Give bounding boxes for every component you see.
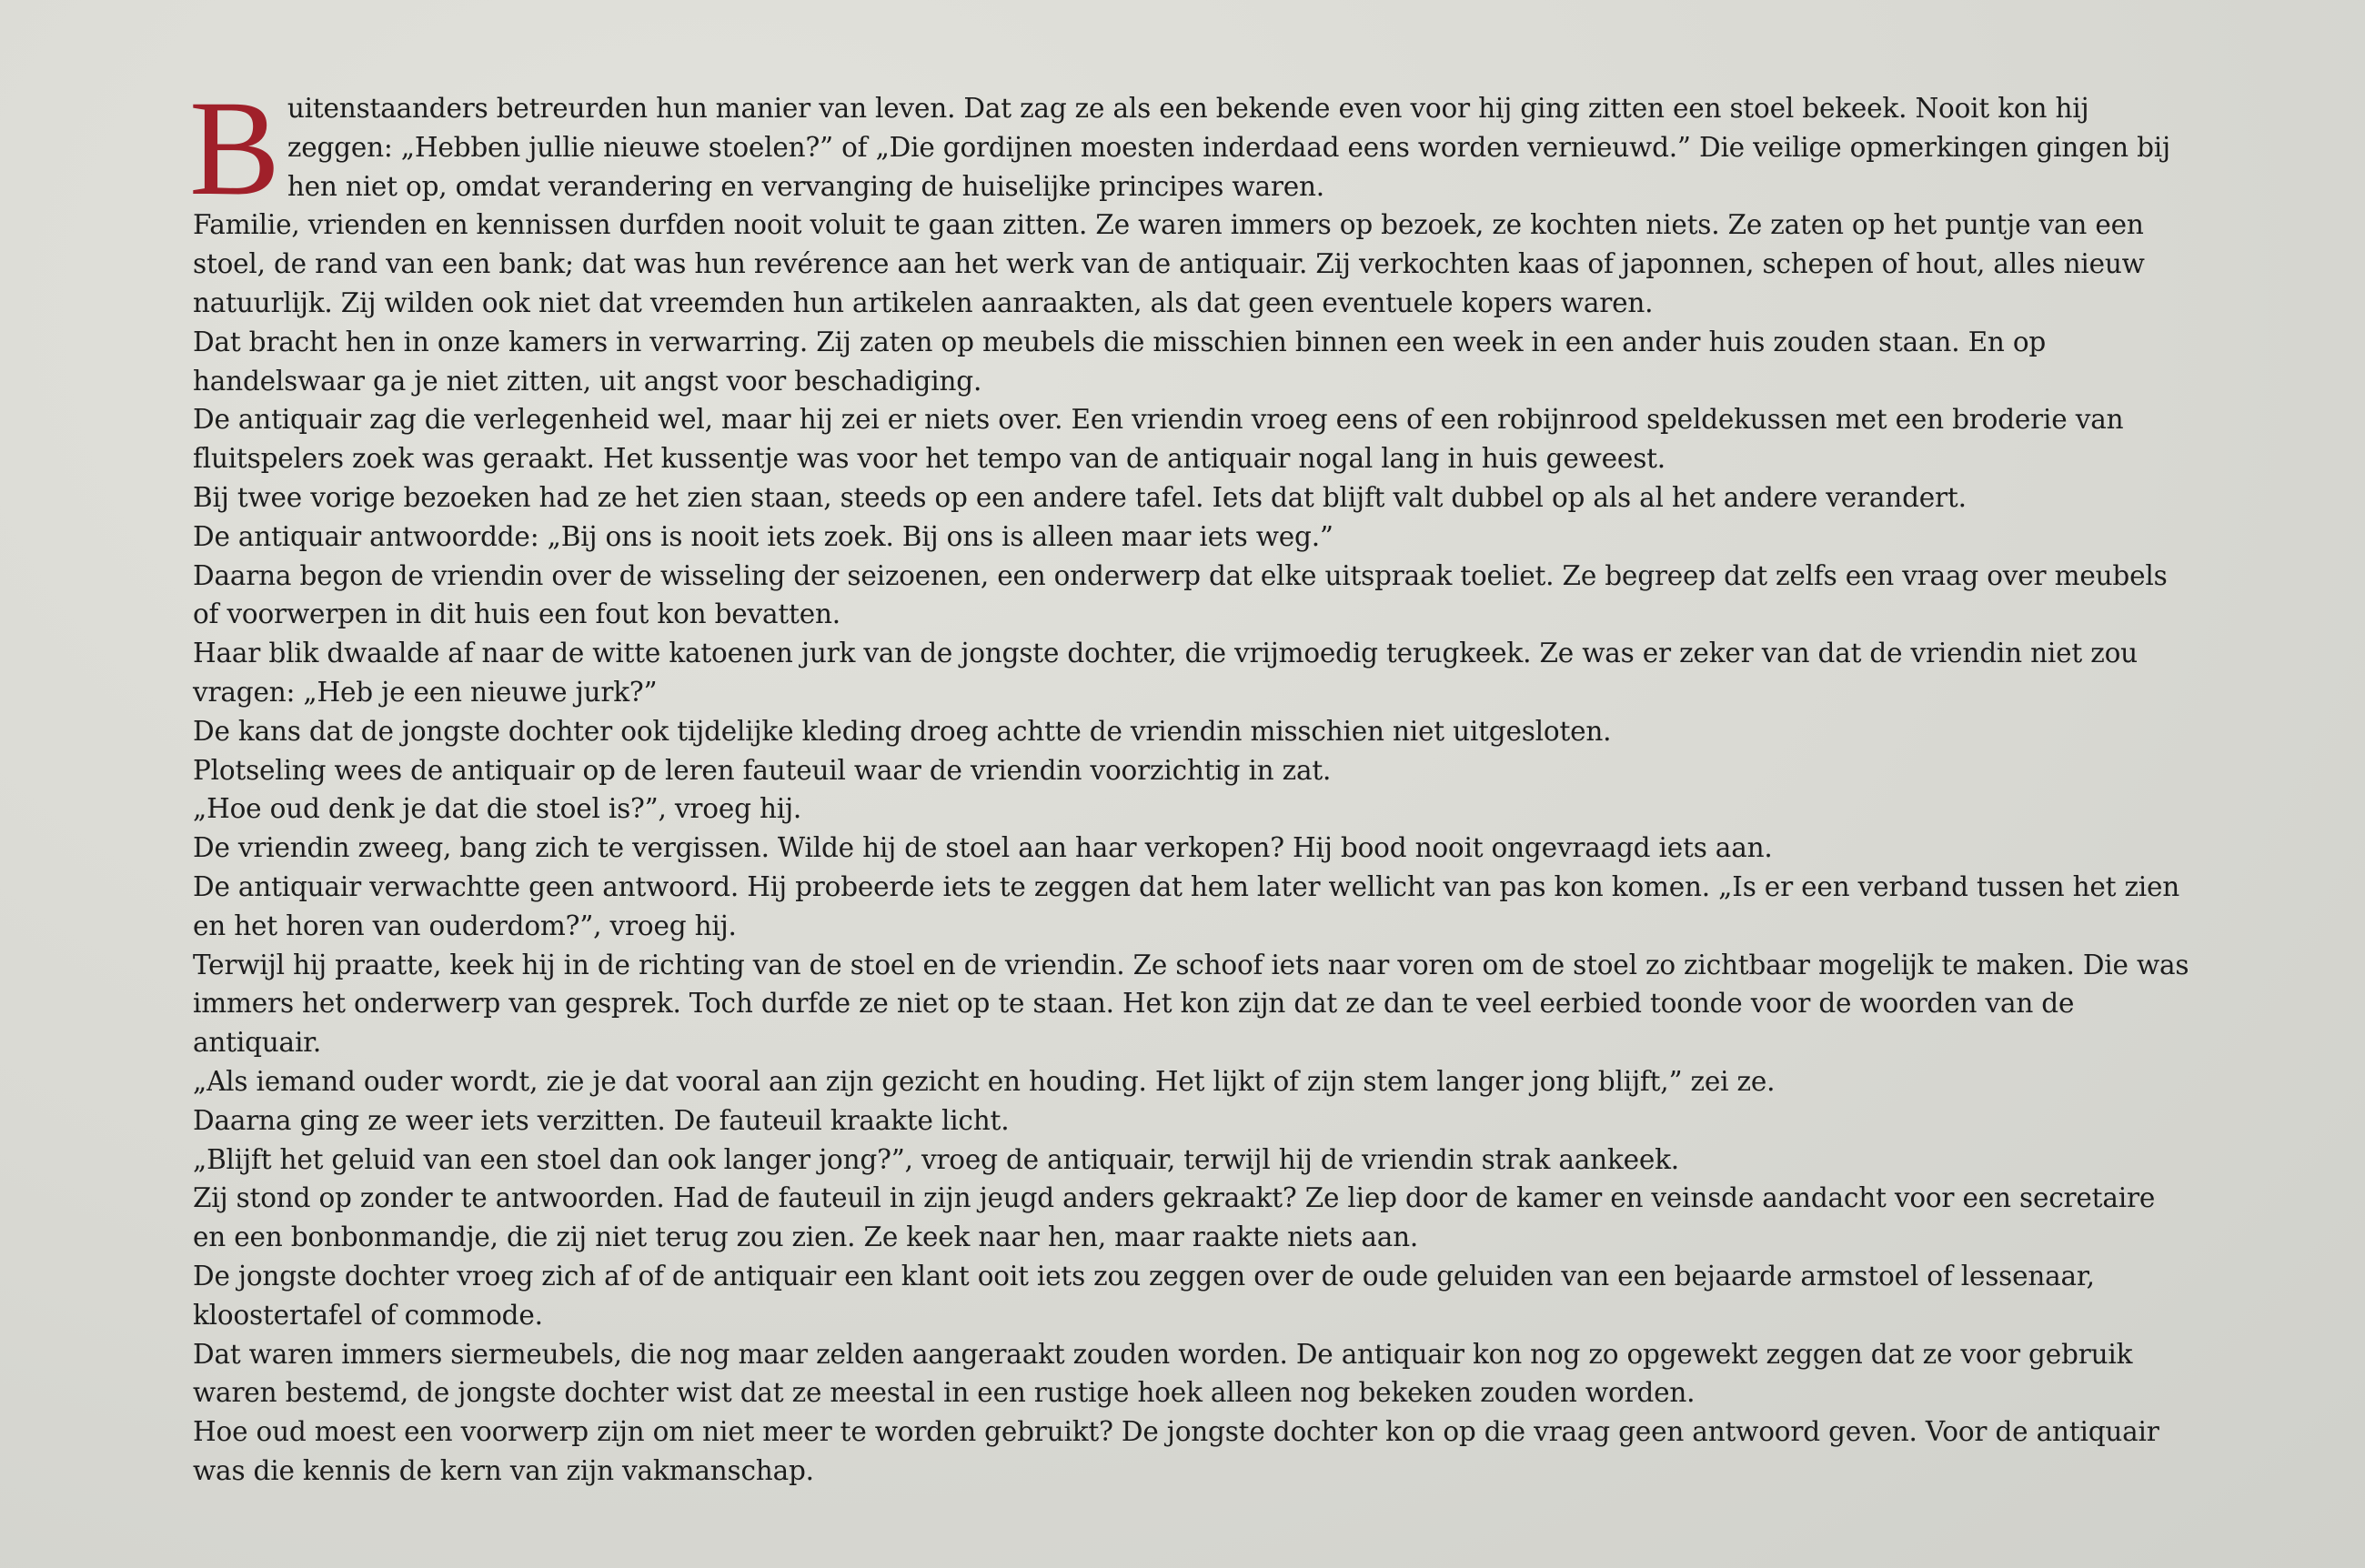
paragraph: Dat waren immers siermeubels, die nog maar zelden aangeraakt zouden worden. De antiquair kon nog zo opgewekt zeggen dat ze voor gebruik waren bestemd, de jongste dochter wist dat ze meestal in een rustige hoek alleen nog bekeken zouden worden. [193, 1338, 2133, 1409]
paragraph: Dat bracht hen in onze kamers in verwarring. Zij zaten op meubels die misschien binnen een week in een ander huis zouden staan. En op handelswaar ga je niet zitten, uit angst voor beschadiging. [193, 326, 2047, 397]
paragraph: Terwijl hij praatte, keek hij in de richting van de stoel en de vriendin. Ze schoof iets naar voren om de stoel zo zichtbaar mogelijk te maken. Die was immers het onderwerp van gesprek. Toch durfde ze niet op te staan. Het kon zijn dat ze dan te veel eerbied toonde voor de woorden van de antiquair. [193, 949, 2189, 1059]
paragraph: De antiquair verwachtte geen antwoord. Hij probeerde iets te zeggen dat hem later wellicht van pas kon komen. „Is er een verband tussen het zien en het horen van ouderdom?”, vroeg hij. [193, 870, 2180, 941]
paragraph: Bij twee vorige bezoeken had ze het zien staan, steeds op een andere tafel. Iets dat blijft valt dubbel op als al het andere verandert. [193, 481, 1967, 513]
paragraph: De kans dat de jongste dochter ook tijdelijke kleding droeg achtte de vriendin misschien niet uitgesloten. [193, 715, 1612, 747]
paragraph: „Hoe oud denk je dat die stoel is?”, vroeg hij. [193, 793, 802, 825]
paragraph: Plotseling wees de antiquair op de leren fauteuil waar de vriendin voorzichtig in zat. [193, 754, 1332, 786]
paragraph: Zij stond op zonder te antwoorden. Had de fauteuil in zijn jeugd anders gekraakt? Ze liep door de kamer en veinsde aandacht voor een secretaire en een bonbonmandje, die zij niet terug zou zien. Ze keek naar hen, maar raakte niets aan. [193, 1182, 2156, 1253]
paragraph: Daarna begon de vriendin over de wisseling der seizoenen, een onderwerp dat elke uitspraak toeliet. Ze begreep dat zelfs een vraag over meubels of voorwerpen in dit huis een fout kon bevatten. [193, 559, 2168, 630]
paragraph: „Blijft het geluid van een stoel dan ook langer jong?”, vroeg de antiquair, terwijl hij de vriendin strak aankeek. [193, 1143, 1679, 1175]
first-paragraph-text: uitenstaanders betreurden hun manier van leven. Dat zag ze als een bekende even voor hij ging zitten een stoel bekeek. Nooit kon hij zeggen: „Hebben jullie nieuwe stoelen?” of „Die gordijnen moesten inderdaad eens worden vernieuwd.” Die veilige opmerkingen gingen bij hen niet op, omdat verandering en vervanging de huiselijke principes waren. [287, 93, 2170, 202]
paragraph: Familie, vrienden en kennissen durfden nooit voluit te gaan zitten. Ze waren immers op bezoek, ze kochten niets. Ze zaten op het puntje van een stoel, de rand van een bank; dat was hun revérence aan het werk van de antiquair. Zij verkochten kaas of japonnen, schepen of hout, alles nieuw natuurlijk. Zij wilden ook niet dat vreemden hun artikelen aanraakten, als dat geen eventuele kopers waren. [193, 209, 2145, 318]
paragraph: Daarna ging ze weer iets verzitten. De fauteuil kraakte licht. [193, 1104, 1010, 1136]
drop-cap-initial: B [189, 73, 280, 224]
paragraph: De antiquair antwoordde: „Bij ons is nooit iets zoek. Bij ons is alleen maar iets weg.” [193, 520, 1333, 552]
first-paragraph [189, 73, 2194, 224]
text-block [189, 73, 2194, 1491]
paragraph: De jongste dochter vroeg zich af of de antiquair een klant ooit iets zou zeggen over de oude geluiden van een bejaarde armstoel of lessenaar, kloostertafel of commode. [193, 1260, 2095, 1331]
paragraph: Hoe oud moest een voorwerp zijn om niet meer te worden gebruikt? De jongste dochter kon op die vraag geen antwoord geven. Voor de antiquair was die kennis de kern van zijn vakmanschap. [193, 1416, 2159, 1486]
paragraph: „Als iemand ouder wordt, zie je dat vooral aan zijn gezicht en houding. Het lijkt of zijn stem langer jong blijft,” zei ze. [193, 1065, 1776, 1097]
paragraph: De vriendin zweeg, bang zich te vergissen. Wilde hij de stoel aan haar verkopen? Hij bood nooit ongevraagd iets aan. [193, 832, 1773, 864]
paragraph: De antiquair zag die verlegenheid wel, maar hij zei er niets over. Een vriendin vroeg eens of een robijnrood speldekussen met een broderie van fluitspelers zoek was geraakt. Het kussentje was voor het tempo van de antiquair nogal lang in huis geweest. [193, 404, 2124, 475]
paragraph: Haar blik dwaalde af naar de witte katoenen jurk van de jongste dochter, die vrijmoedig terugkeek. Ze was er zeker van dat de vriendin niet zou vragen: „Heb je een nieuwe jurk?” [193, 638, 2138, 708]
